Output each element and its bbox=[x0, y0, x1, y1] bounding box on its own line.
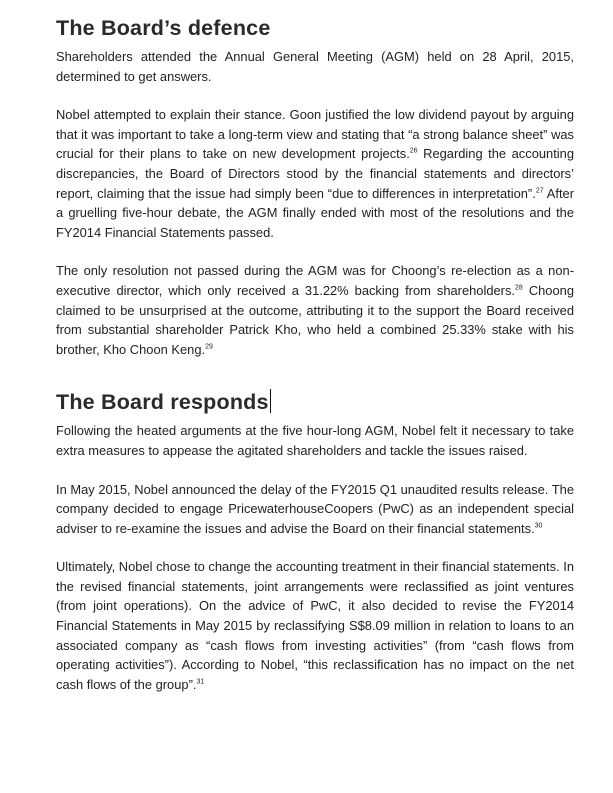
paragraph bbox=[56, 105, 574, 242]
footnote-ref[interactable]: 27 bbox=[535, 187, 544, 195]
paragraph-text: Following the heated arguments at the five hour-long AGM, Nobel felt it necessary to take extra measures to appease the agitated shareholders and tackle the issues raised. bbox=[56, 423, 574, 458]
paragraph-text: Choong claimed to be unsurprised at the outcome, attributing it to the support the Board received from substantial shareholder Patrick Kho, who held a combined 25.33% stake with his brother, Kho Choon Keng. bbox=[56, 282, 574, 357]
paragraph bbox=[56, 47, 574, 86]
footnote-ref[interactable]: 31 bbox=[196, 678, 205, 686]
paragraph-text: Regarding the accounting discrepancies, the Board of Directors stood by the financial statements and directors’ report, claiming that the issue had simply been “due to differences in interpretation”. bbox=[56, 146, 574, 201]
text-cursor bbox=[270, 389, 272, 413]
section-heading-board-defence: The Board’s defence bbox=[56, 16, 271, 40]
paragraph bbox=[56, 480, 574, 539]
section-heading-board-responds bbox=[56, 388, 574, 416]
heading-text: The Board responds bbox=[56, 390, 269, 415]
paragraph-text: Nobel attempted to explain their stance. Goon justified the low dividend payout by arguing that it was important to take a long-term view and stating that “a strong balance sheet” was crucial for their plans to take on new development projects. bbox=[56, 107, 574, 162]
paragraph bbox=[56, 421, 574, 460]
footnote-ref[interactable]: 29 bbox=[205, 343, 213, 351]
footnote-ref[interactable]: 26 bbox=[409, 148, 418, 156]
paragraph-text: After a gruelling five-hour debate, the AGM finally ended with most of the resolutions and the FY2014 Financial Statements passed. bbox=[56, 185, 574, 240]
paragraph-text: Shareholders attended the Annual General Meeting (AGM) held on 28 April, 2015, determined to get answers. bbox=[56, 49, 574, 84]
paragraph-text: Ultimately, Nobel chose to change the accounting treatment in their financial statements. In the revised financial statements, joint arrangements were reclassified as joint ventures (from joint operations). On the advice of PwC, it also decided to revise the FY2014 Financial Statements in May 2015 by reclassifying S$8.09 million in relation to loans to an associated company as “cash flows from investing activities” (from “cash flows from operating activities”). According to Nobel, “this reclassification has no impact on the net cash flows of the group”. bbox=[56, 559, 574, 692]
paragraph-text: The only resolution not passed during the AGM was for Choong’s re-election as a non-executive director, which only received a 31.22% backing from shareholders. bbox=[56, 263, 574, 298]
footnote-ref[interactable]: 28 bbox=[515, 284, 523, 292]
paragraph bbox=[56, 557, 574, 694]
footnote-ref[interactable]: 30 bbox=[534, 522, 543, 530]
paragraph bbox=[56, 261, 574, 359]
paragraph-text: In May 2015, Nobel announced the delay of the FY2015 Q1 unaudited results release. The company decided to engage PricewaterhouseCoopers (PwC) as an independent special adviser to re-examine the issues and advise the Board on their financial statements. bbox=[56, 481, 574, 536]
document-page bbox=[56, 14, 574, 694]
